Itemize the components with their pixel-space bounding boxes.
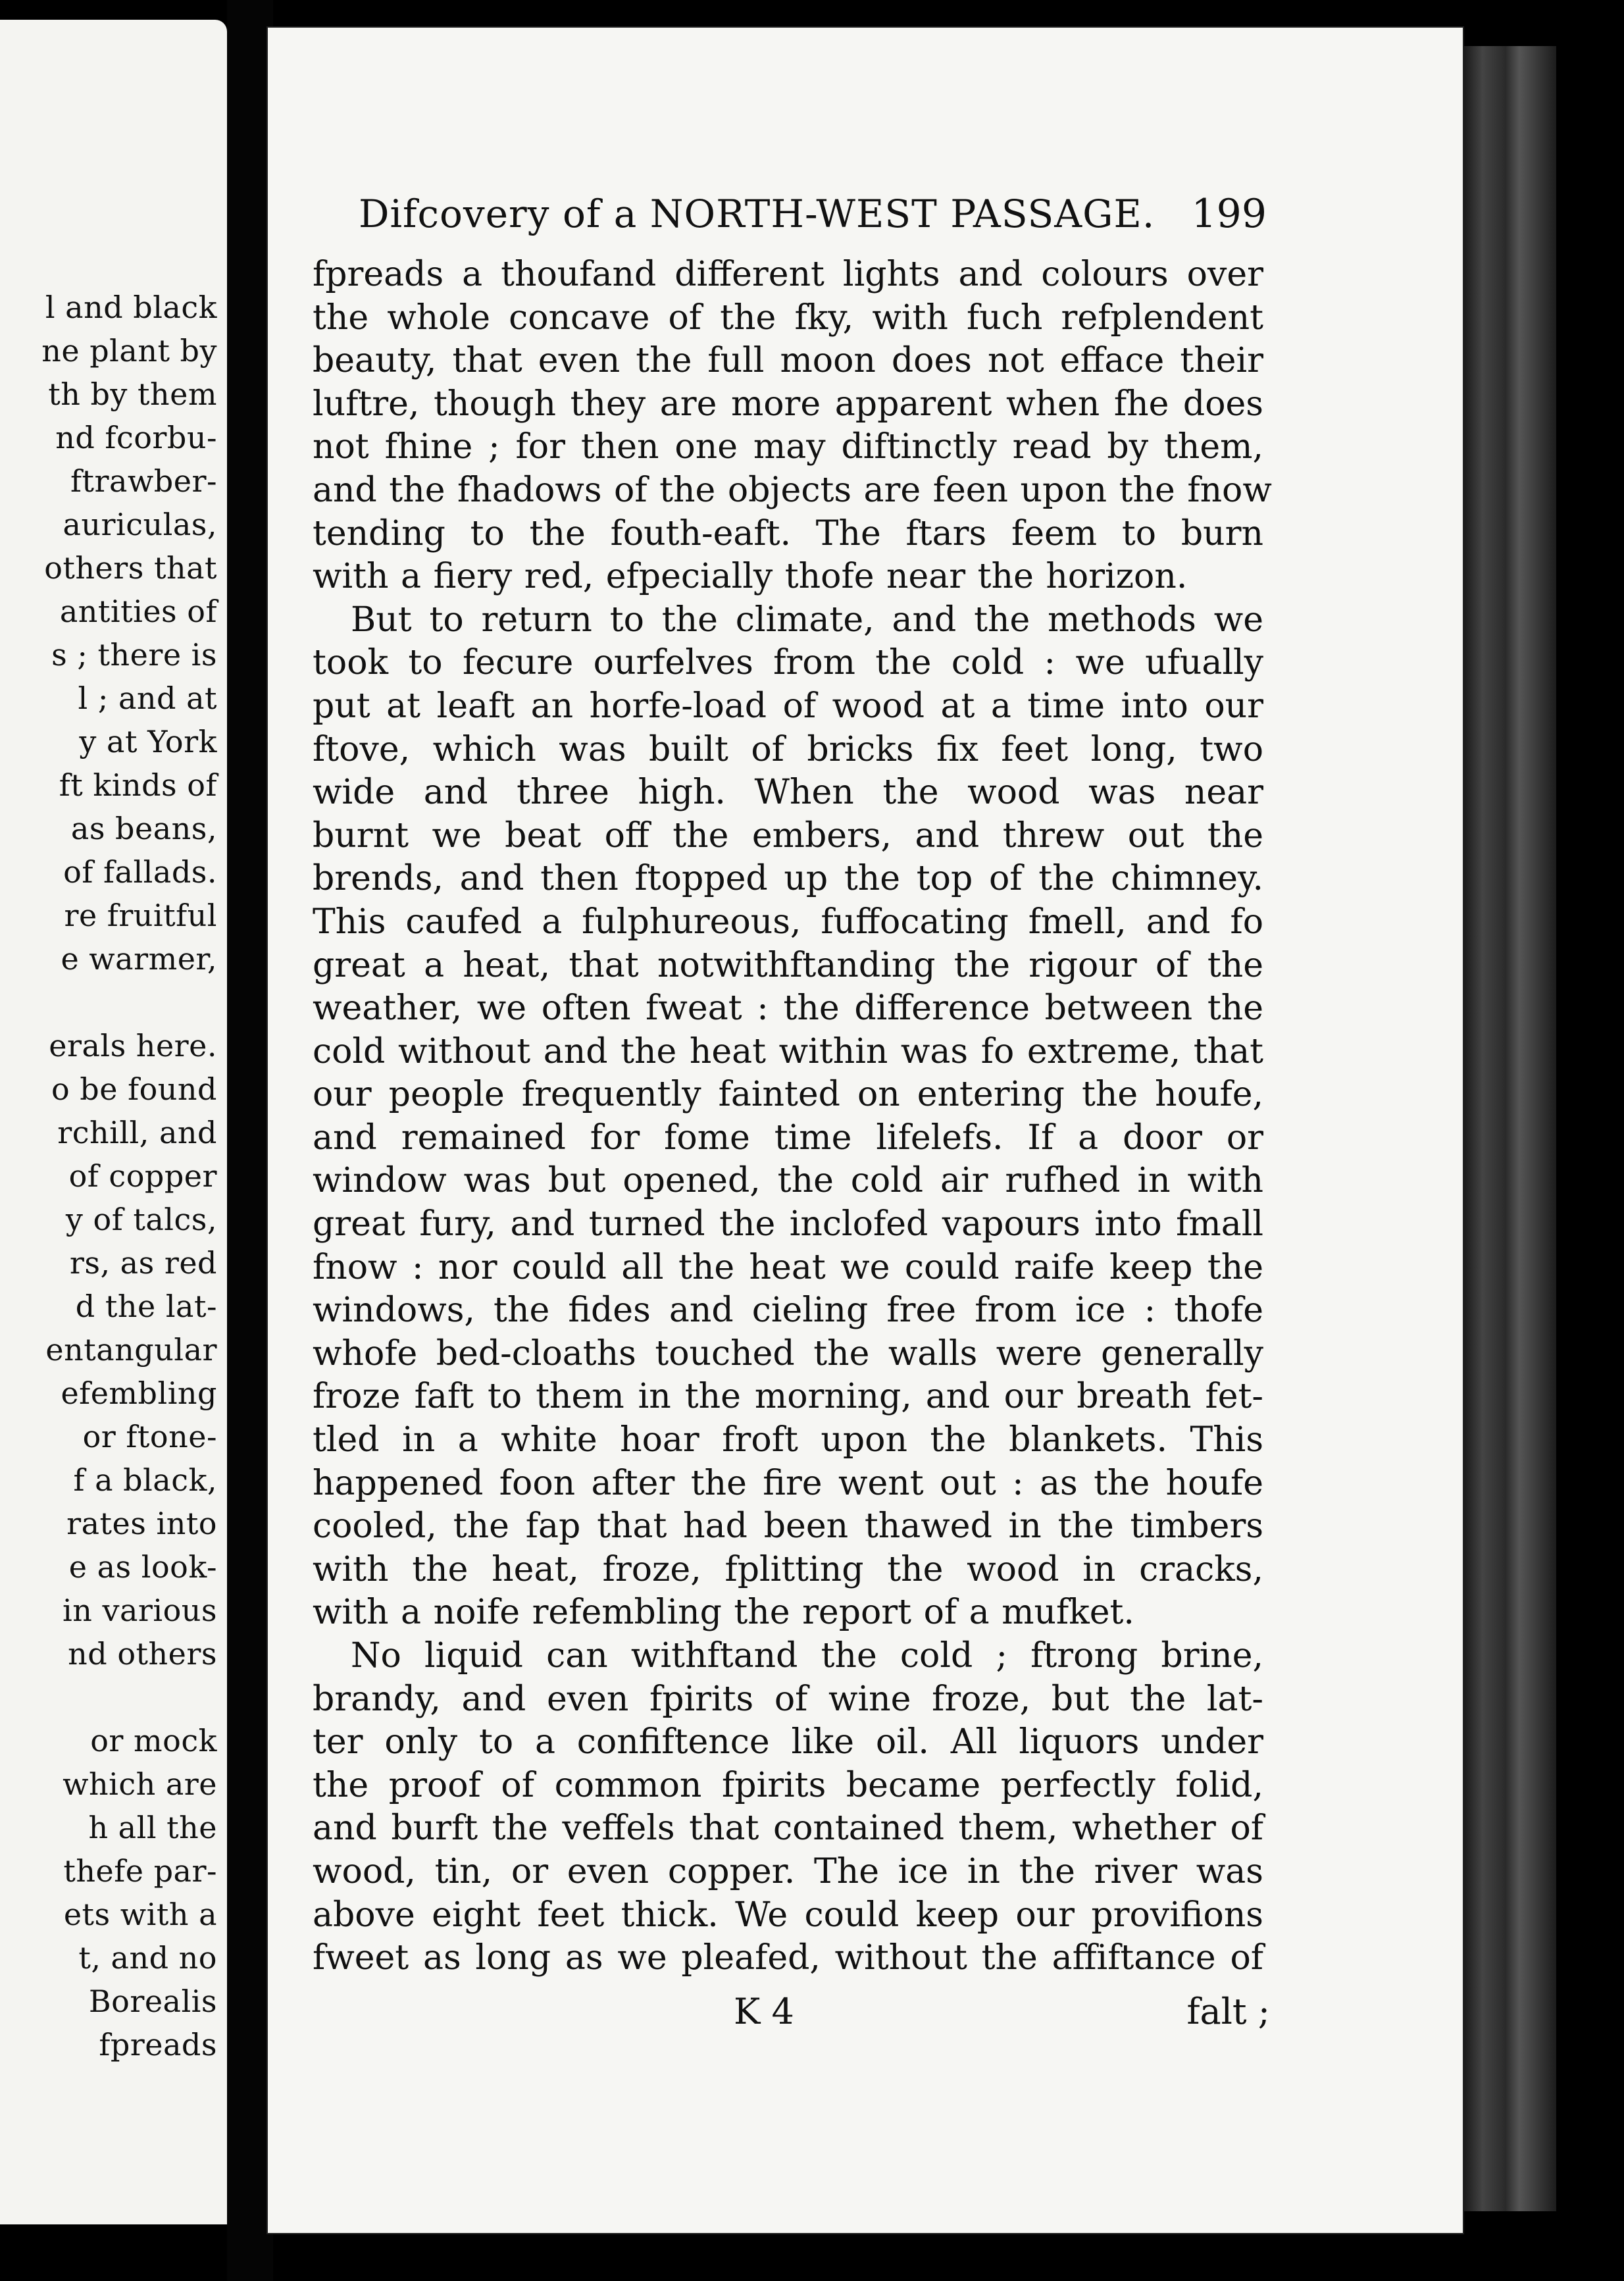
body-text [313, 253, 1272, 1980]
left-line: th by them [48, 376, 217, 412]
text-line: burnt we beat off the embers, and threw out the [313, 815, 1263, 856]
page-footer [734, 1991, 1270, 2032]
left-line: l ; and at [78, 680, 217, 716]
left-page-text [0, 286, 217, 2066]
page-edge [1464, 46, 1556, 2211]
left-line [0, 981, 217, 1024]
text-line: with a noife refembling the report of a mufket. [313, 1593, 1134, 1633]
text-line: fpreads a thoufand different lights and colours over [313, 255, 1263, 294]
left-line: thefe par- [63, 1853, 217, 1889]
left-line: which are [63, 1766, 217, 1802]
running-title: Difcovery of a NORTH-WEST PASSAGE. [359, 192, 1155, 236]
left-line [0, 1676, 217, 1719]
left-line: or ftone- [82, 1419, 217, 1454]
left-line: ets with a [63, 1897, 217, 1932]
text-line: wood, tin, or even copper. The ice in the river was [313, 1851, 1263, 1891]
text-line: with a fiery red, efpecially thofe near the horizon. [313, 557, 1188, 597]
text-line: ftove, which was built of bricks fix feet long, two [313, 729, 1263, 769]
page-number: 199 [1191, 191, 1267, 237]
text-line: with the heat, froze, fplitting the wood in cracks, [313, 1549, 1263, 1589]
text-line: cold without and the heat within was fo extreme, that [313, 1031, 1263, 1071]
text-line: and the fhadows of the objects are feen upon the fnow [313, 470, 1272, 510]
left-line: e warmer, [61, 941, 217, 977]
left-line: auriculas, [63, 507, 217, 542]
left-line: efembling [61, 1375, 217, 1411]
left-line: rates into [66, 1506, 217, 1541]
left-line: o be found [51, 1071, 217, 1107]
signature-mark: K 4 [734, 1991, 794, 2032]
text-line: fnow : nor could all the heat we could raife keep the [313, 1247, 1263, 1287]
text-line: brends, and then ftopped up the top of the chimney. [313, 859, 1263, 899]
catchword: falt ; [1186, 1991, 1270, 2032]
text-line: the proof of common fpirits became perfectly folid, [313, 1765, 1263, 1805]
text-line: fweet as long as we pleafed, without the affiftance of [313, 1938, 1263, 1978]
text-line: our people frequently fainted on entering the houfe, [313, 1075, 1263, 1115]
text-line: tending to the fouth-eaft. The ftars feem to burn [313, 513, 1263, 553]
text-line: happened foon after the fire went out : as the houfe [313, 1463, 1263, 1503]
text-line: No liquid can withftand the cold ; ftrong brine, [351, 1636, 1263, 1676]
left-line: Borealis [88, 1984, 217, 2019]
text-line: the whole concave of the fky, with fuch refplendent [313, 297, 1263, 338]
left-line: in various [63, 1593, 217, 1628]
left-line: s ; there is [51, 637, 217, 673]
text-line: froze faft to them in the morning, and our breath fet- [313, 1377, 1263, 1417]
text-line: ter only to a confiftence like oil. All liquors under [313, 1722, 1263, 1762]
text-line: beauty, that even the full moon does not efface their [313, 341, 1263, 381]
text-line: This caufed a fulphureous, fuffocating fmell, and fo [313, 902, 1263, 942]
text-line: not fhine ; for then one may diftinctly read by them, [313, 427, 1263, 467]
left-line: f a black, [73, 1462, 217, 1498]
left-line: erals here. [49, 1028, 217, 1064]
left-line: fpreads [99, 2027, 217, 2063]
text-line: and burft the veffels that contained them, whether of [313, 1808, 1263, 1849]
text-line: weather, we often fweat : the difference between the [313, 988, 1263, 1029]
running-header [359, 191, 1267, 237]
text-line: took to fecure ourfelves from the cold : we ufually [313, 643, 1263, 683]
text-line: luftre, though they are more apparent when fhe does [313, 384, 1263, 424]
left-line: others that [44, 550, 217, 586]
left-line: rs, as red [69, 1245, 217, 1281]
text-line: above eight feet thick. We could keep our provifions [313, 1895, 1263, 1935]
left-line: of fallads. [63, 854, 217, 890]
left-line: rchill, and [57, 1115, 217, 1150]
text-line: whofe bed-cloaths touched the walls were generally [313, 1333, 1263, 1373]
left-line: of copper [68, 1158, 217, 1194]
text-line: windows, the fides and cieling free from ice : thofe [313, 1291, 1263, 1331]
left-line: as beans, [70, 811, 217, 846]
text-line: But to return to the climate, and the methods we [351, 600, 1263, 640]
text-line: cooled, the fap that had been thawed in the timbers [313, 1506, 1263, 1547]
left-line: l and black [45, 290, 217, 325]
left-line: ftrawber- [70, 463, 217, 499]
text-line: window was but opened, the cold air rufhed in with [313, 1161, 1263, 1201]
text-line: great fury, and turned the inclofed vapours into fmall [313, 1204, 1263, 1244]
left-line: y at York [79, 724, 217, 759]
left-line: nd fcorbu- [55, 420, 217, 455]
text-line: great a heat, that notwithftanding the rigour of the [313, 945, 1263, 985]
left-line: y of talcs, [65, 1202, 217, 1237]
text-line: brandy, and even fpirits of wine froze, but the lat- [313, 1679, 1263, 1719]
left-page [0, 20, 227, 2224]
left-line: re fruitful [64, 898, 217, 933]
left-line: antities of [59, 594, 217, 629]
left-line: d the lat- [75, 1289, 217, 1324]
left-line: ft kinds of [59, 767, 217, 803]
text-line: tled in a white hoar froft upon the blankets. This [313, 1420, 1263, 1460]
text-line: put at leaft an horfe-load of wood at a time into our [313, 686, 1263, 726]
left-line: nd others [68, 1636, 217, 1672]
left-line: entangular [45, 1332, 217, 1368]
left-line: t, and no [78, 1940, 217, 1976]
text-line: and remained for fome time lifelefs. If a door or [313, 1117, 1263, 1158]
left-line: h all the [88, 1810, 217, 1845]
left-line: ne plant by [41, 333, 217, 369]
left-line: or mock [90, 1723, 217, 1758]
text-line: wide and three high. When the wood was near [313, 773, 1263, 813]
left-line: e as look- [68, 1549, 217, 1585]
